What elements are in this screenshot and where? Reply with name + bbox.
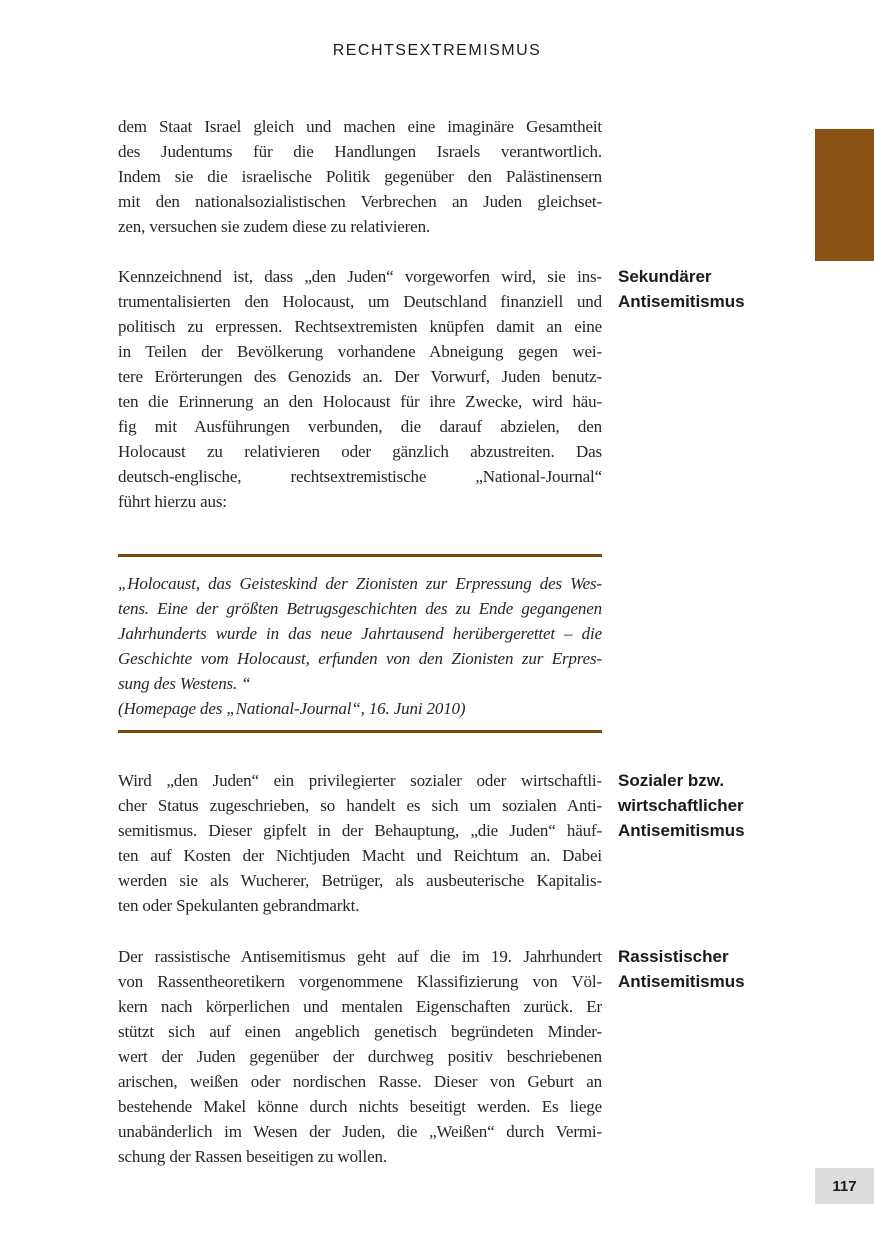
quote-rule-bottom	[118, 730, 602, 733]
page-number: 117	[832, 1177, 857, 1195]
chapter-tab-marker	[815, 129, 874, 261]
body-paragraph-3: Wird „den Juden“ ein privilegierter sozialer oder wirtschaftli- cher Status zugeschrieben, so handelt es sich um sozialen Anti- semitismus. Dieser gipfelt in der Behauptung, „die Juden“ häuf- ten auf Kosten der Nichtjuden Macht und Reichtum an. Dabei werden sie als Wucherer, Betrüger, als ausbeuterische Kapitalis- ten oder Spekulanten gebrandmarkt.	[118, 771, 602, 915]
body-paragraph-2: Kennzeichnend ist, dass „den Juden“ vorgeworfen wird, sie ins- trumentalisierten den Holocaust, um Deutschland finanziell und politisch zu erpressen. Rechtsextremisten knüpfen damit an eine in Teilen der Bevölkerung vorhandene Abneigung gegen wei- tere Erörterungen des Genozids an. Der Vorwurf, Juden benutz- ten die Erinnerung an den Holocaust für ihre Zwecke, wird häu- fig mit Ausführungen verbunden, die darauf abzielen, den Holocaust zu relativieren oder gänzlich abzustreiten. Das deutsch-englische, rechtsextremistische „National-Journal“ führt hierzu aus:	[118, 267, 602, 511]
body-paragraph-4: Der rassistische Antisemitismus geht auf die im 19. Jahrhundert von Rassentheoretikern vorgenommene Klassifizierung von Völ- kern nach körperlichen und mentalen Eigenschaften zurück. Er stützt sich auf einen angeblich genetisch begründeten Minder- wert der Juden gegenüber der durchweg positiv beschriebenen arischen, weißen oder nordischen Rasse. Dieser von Geburt an bestehende Makel könne durch nichts beseitigt werden. Es liege unabänderlich im Wesen der Juden, die „Weißen“ durch Vermi- schung der Rassen beseitigen zu wollen.	[118, 947, 602, 1166]
blockquote	[118, 571, 602, 721]
quote-citation: (Homepage des „National-Journal“, 16. Juni 2010)	[118, 699, 466, 718]
quote-text: „Holocaust, das Geisteskind der Zionisten zur Erpressung des Wes- tens. Eine der größten Betrugsgeschichten des zu Ende gegangenen Jahrhunderts wurde in das neue Jahrtausend herübergerettet – die Geschichte vom Holocaust, erfunden von den Zionisten zur Erpres- sung des Westens. “	[118, 574, 602, 693]
margin-note-sozialer-wirtschaftlicher-antisemitismus: Sozialer bzw. wirtschaftlicher Antisemitismus	[618, 771, 745, 840]
body-paragraph-1: dem Staat Israel gleich und machen eine imaginäre Gesamtheit des Judentums für die Handlungen Israels verantwortlich. Indem sie die israelische Politik gegenüber den Palästinensern mit den nationalsozialistischen Verbrechen an Juden gleichset- zen, versuchen sie zudem diese zu relativieren.	[118, 117, 602, 236]
running-header: RECHTSEXTREMISMUS	[332, 42, 542, 59]
quote-rule-top	[118, 554, 602, 557]
margin-note-sekundaerer-antisemitismus: Sekundärer Antisemitismus	[618, 267, 745, 311]
page-number-badge	[815, 1168, 874, 1204]
margin-note-rassistischer-antisemitismus: Rassistischer Antisemitismus	[618, 947, 745, 991]
